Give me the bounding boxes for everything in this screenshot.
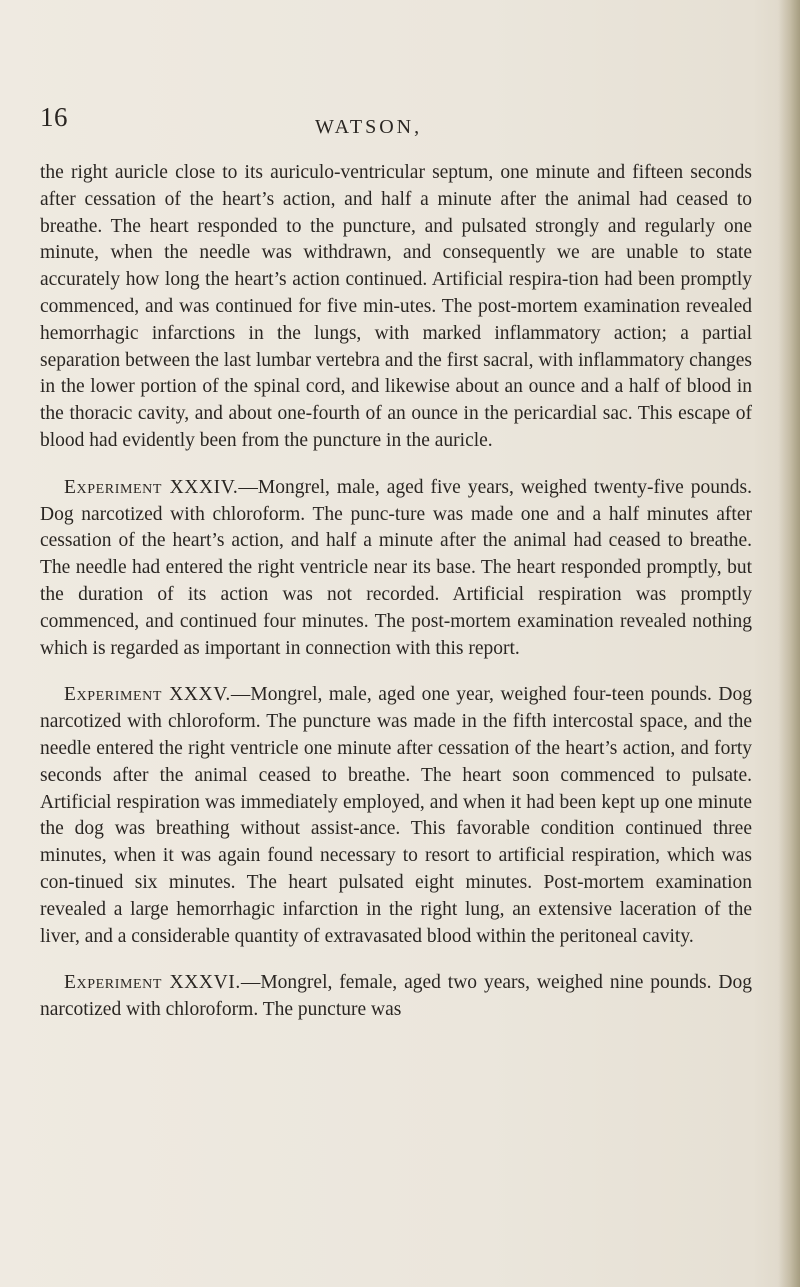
body-text xyxy=(40,160,752,1044)
paragraph-continuation xyxy=(40,160,752,455)
paragraph-experiment-35 xyxy=(40,682,752,950)
paragraph-text: the right auricle close to its auriculo-ventricular septum, one minute and fifteen seconds after cessation of the heart’s action, and half a minute after the animal had ceased to breathe. The heart responded to the puncture, and pulsated strongly and regularly one minute, when the needle was withdrawn, and consequently we are unable to state accurately how long the heart’s action continued. Artificial respira-tion had been promptly commenced, and was continued for five min-utes. The post-mortem examination revealed hemorrhagic infarctions in the lungs, with marked inflammatory action; a partial separation between the last lumbar vertebra and the first sacral, with inflammatory changes in the lower portion of the spinal cord, and likewise about an ounce and a half of blood in the thoracic cavity, and about one-fourth of an ounce in the pericardial sac. This escape of blood had evidently been from the puncture in the auricle. xyxy=(40,162,752,451)
paragraph-text: —Mongrel, male, aged five years, weighed twenty-five pounds. Dog narcotized with chloroform. The punc-ture was made one and a half minutes after cessation of the heart’s action, and half a minute after the animal had ceased to breathe. The needle had entered the right ventricle near its base. The heart responded promptly, but the duration of its action was not recorded. Artificial respiration was promptly commenced, and continued four minutes. The post-mortem examination revealed nothing which is regarded as important in connection with this report. xyxy=(40,476,752,659)
paragraph-experiment-36 xyxy=(40,970,752,1024)
running-head: WATSON, xyxy=(315,116,423,138)
paragraph-text: —Mongrel, male, aged one year, weighed four-teen pounds. Dog narcotized with chloroform. The puncture was made in the fifth intercostal space, and the needle entered the right ventricle one minute after cessation of the heart’s action, and forty seconds after the animal ceased to breathe. The heart soon commenced to pulsate. Artificial respiration was immediately employed, and when it had been kept up one minute the dog was breathing without assist-ance. This favorable condition continued three minutes, when it was again found necessary to resort to artificial respiration, which was con-tinued six minutes. The heart pulsated eight minutes. Post-mortem examination revealed a large hemorrhagic infarction in the right lung, an extensive laceration of the liver, and a considerable quantity of extravasated blood within the peritoneal cavity. xyxy=(40,684,753,947)
paragraph-text: —Mongrel, female, aged two years, weighed nine pounds. Dog narcotized with chloroform. The puncture was xyxy=(40,972,752,1021)
page-number: 16 xyxy=(40,102,68,132)
experiment-heading: Experiment XXXV. xyxy=(64,684,231,706)
experiment-heading: Experiment XXXVI. xyxy=(64,972,241,994)
page-edge-shadow xyxy=(778,0,800,1287)
experiment-heading: Experiment XXXIV. xyxy=(64,476,239,498)
paragraph-experiment-34 xyxy=(40,475,752,663)
